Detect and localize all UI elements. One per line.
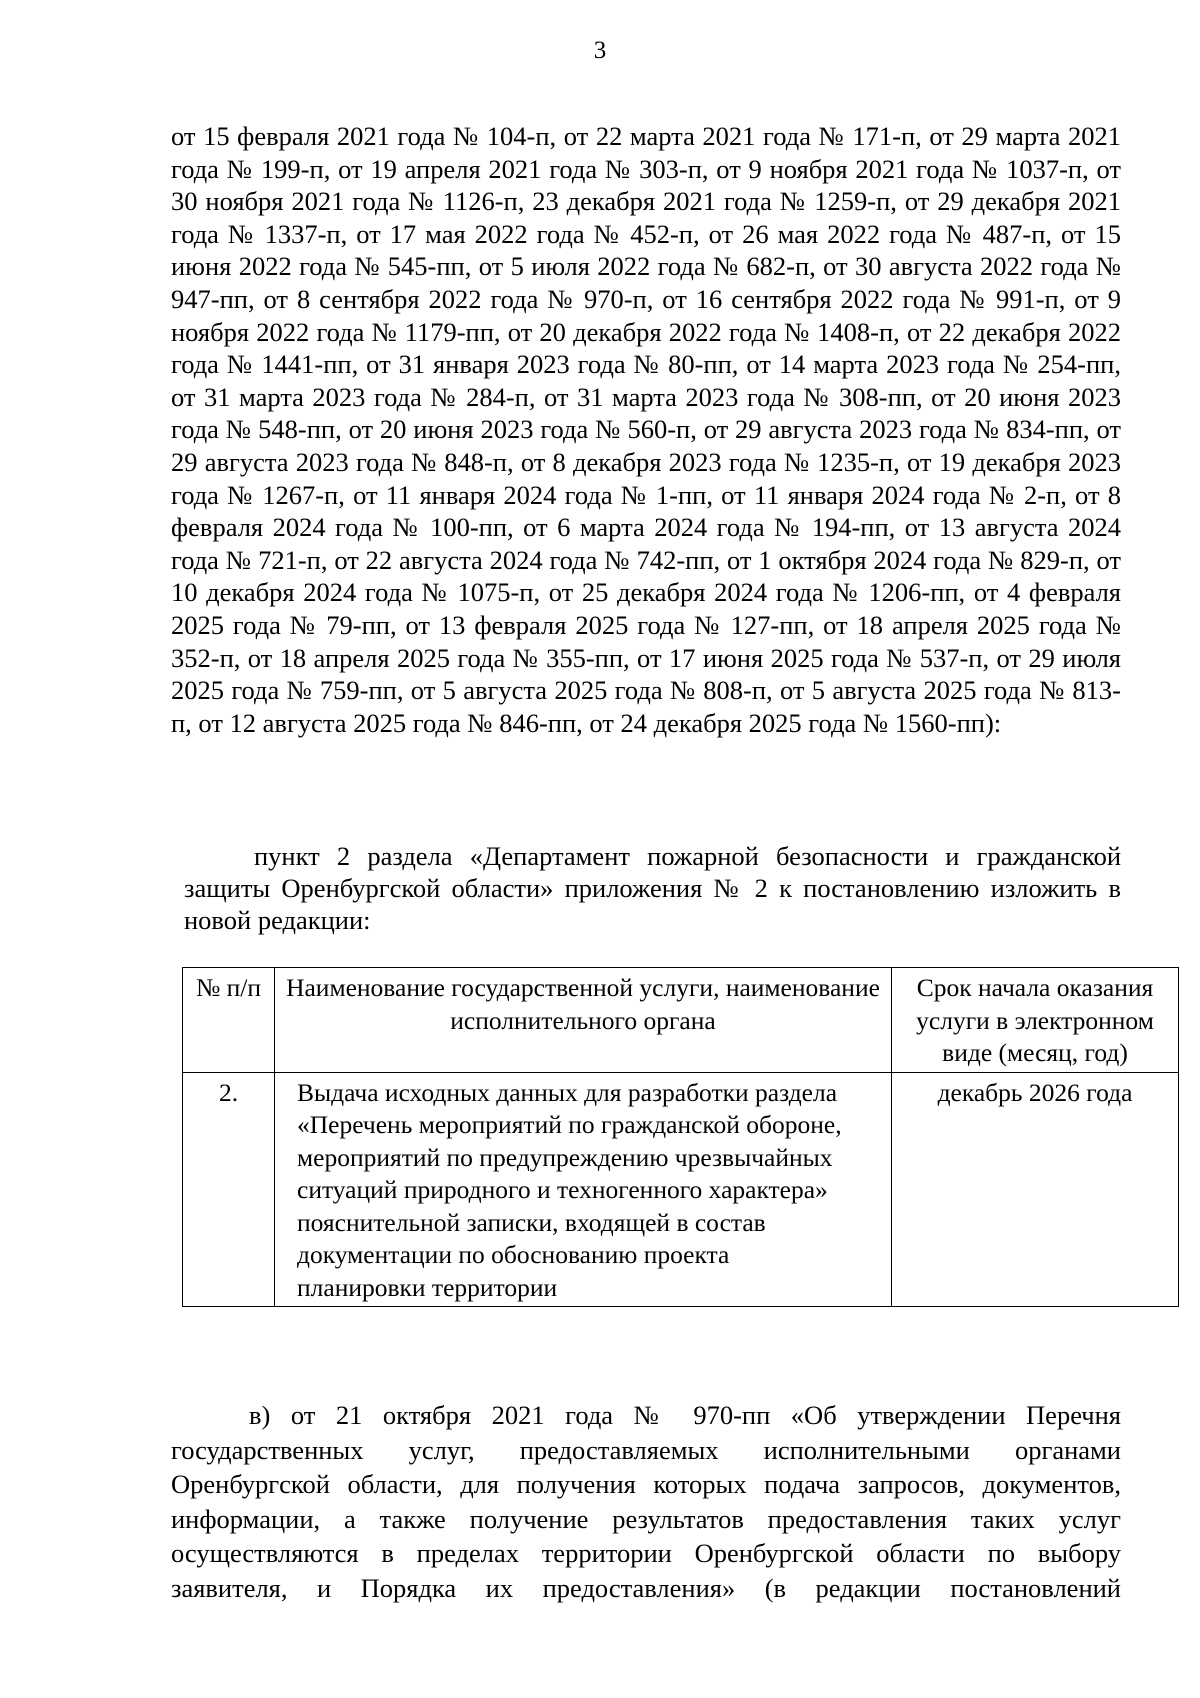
header-service-name: Наименование государственной услуги, наименование исполнительного органа [275, 968, 892, 1073]
table-header-row [183, 968, 1179, 1073]
page-number: 3 [593, 37, 607, 64]
row-start-term: декабрь 2026 года [892, 1072, 1179, 1307]
row-number: 2. [183, 1072, 275, 1307]
header-number: № п/п [183, 968, 275, 1073]
services-table [182, 967, 1179, 1307]
header-start-term: Срок начала оказания услуги в электронном виде (месяц, год) [892, 968, 1179, 1073]
row-service-name: Выдача исходных данных для разработки раздела «Перечень мероприятий по гражданской обороне, мероприятий по предупреждению чрезвычайных ситуаций природного и техногенного характера» пояснительной записки, входящей в состав документации по обоснованию проекта планировки территории [275, 1072, 892, 1307]
amendment-instruction-paragraph: пункт 2 раздела «Департамент пожарной безопасности и гражданской защиты Оренбургской области» приложения № 2 к постановлению изложить в новой редакции: [184, 841, 1121, 935]
amendment-list-paragraph: от 15 февраля 2021 года № 104-п, от 22 марта 2021 года № 171-п, от 29 марта 2021 года № 199-п, от 19 апреля 2021 года № 303-п, от 9 ноября 2021 года № 1037-п, от 30 ноября 2021 года № 1126-п, 23 декабря 2021 года № 1259-п, от 29 декабря 2021 года № 1337-п, от 17 мая 2022 года № 452-п, от 26 мая 2022 года № 487-п, от 15 июня 2022 года № 545-пп, от 5 июля 2022 года № 682-п, от 30 августа 2022 года № 947-пп, от 8 сентября 2022 года № 970-п, от 16 сентября 2022 года № 991-п, от 9 ноября 2022 года № 1179-пп, от 20 декабря 2022 года № 1408-п, от 22 декабря 2022 года № 1441-пп, от 31 января 2023 года № 80-пп, от 14 марта 2023 года № 254-пп, от 31 марта 2023 года № 284-п, от 31 марта 2023 года № 308-пп, от 20 июня 2023 года № 548-пп, от 20 июня 2023 года № 560-п, от 29 августа 2023 года № 834-пп, от 29 августа 2023 года № 848-п, от 8 декабря 2023 года № 1235-п, от 19 декабря 2023 года № 1267-п, от 11 января 2024 года № 1-пп, от 11 января 2024 года № 2-п, от 8 февраля 2024 года № 100-пп, от 6 марта 2024 года № 194-пп, от 13 августа 2024 года № 721-п, от 22 августа 2024 года № 742-пп, от 1 октября 2024 года № 829-п, от 10 декабря 2024 года № 1075-п, от 25 декабря 2024 года № 1206-пп, от 4 февраля 2025 года № 79-пп, от 13 февраля 2025 года № 127-пп, от 18 апреля 2025 года № 352-п, от 18 апреля 2025 года № 355-пп, от 17 июня 2025 года № 537-п, от 29 июля 2025 года № 759-пп, от 5 августа 2025 года № 808-п, от 5 августа 2025 года № 813-п, от 12 августа 2025 года № 846-пп, от 24 декабря 2025 года № 1560-пп): [171, 121, 1121, 738]
table-row [183, 1072, 1179, 1307]
next-amendment-paragraph: в) от 21 октября 2021 года № 970-пп «Об утверждении Перечня государственных услуг, предоставляемых исполнительными органами Оренбургской области, для получения которых подача запросов, документов, информации, а также получение результатов предоставления таких услуг осуществляются в пределах территории Оренбургской области по выбору заявителя, и Порядка их предоставления» (в редакции постановлений [171, 1400, 1121, 1603]
